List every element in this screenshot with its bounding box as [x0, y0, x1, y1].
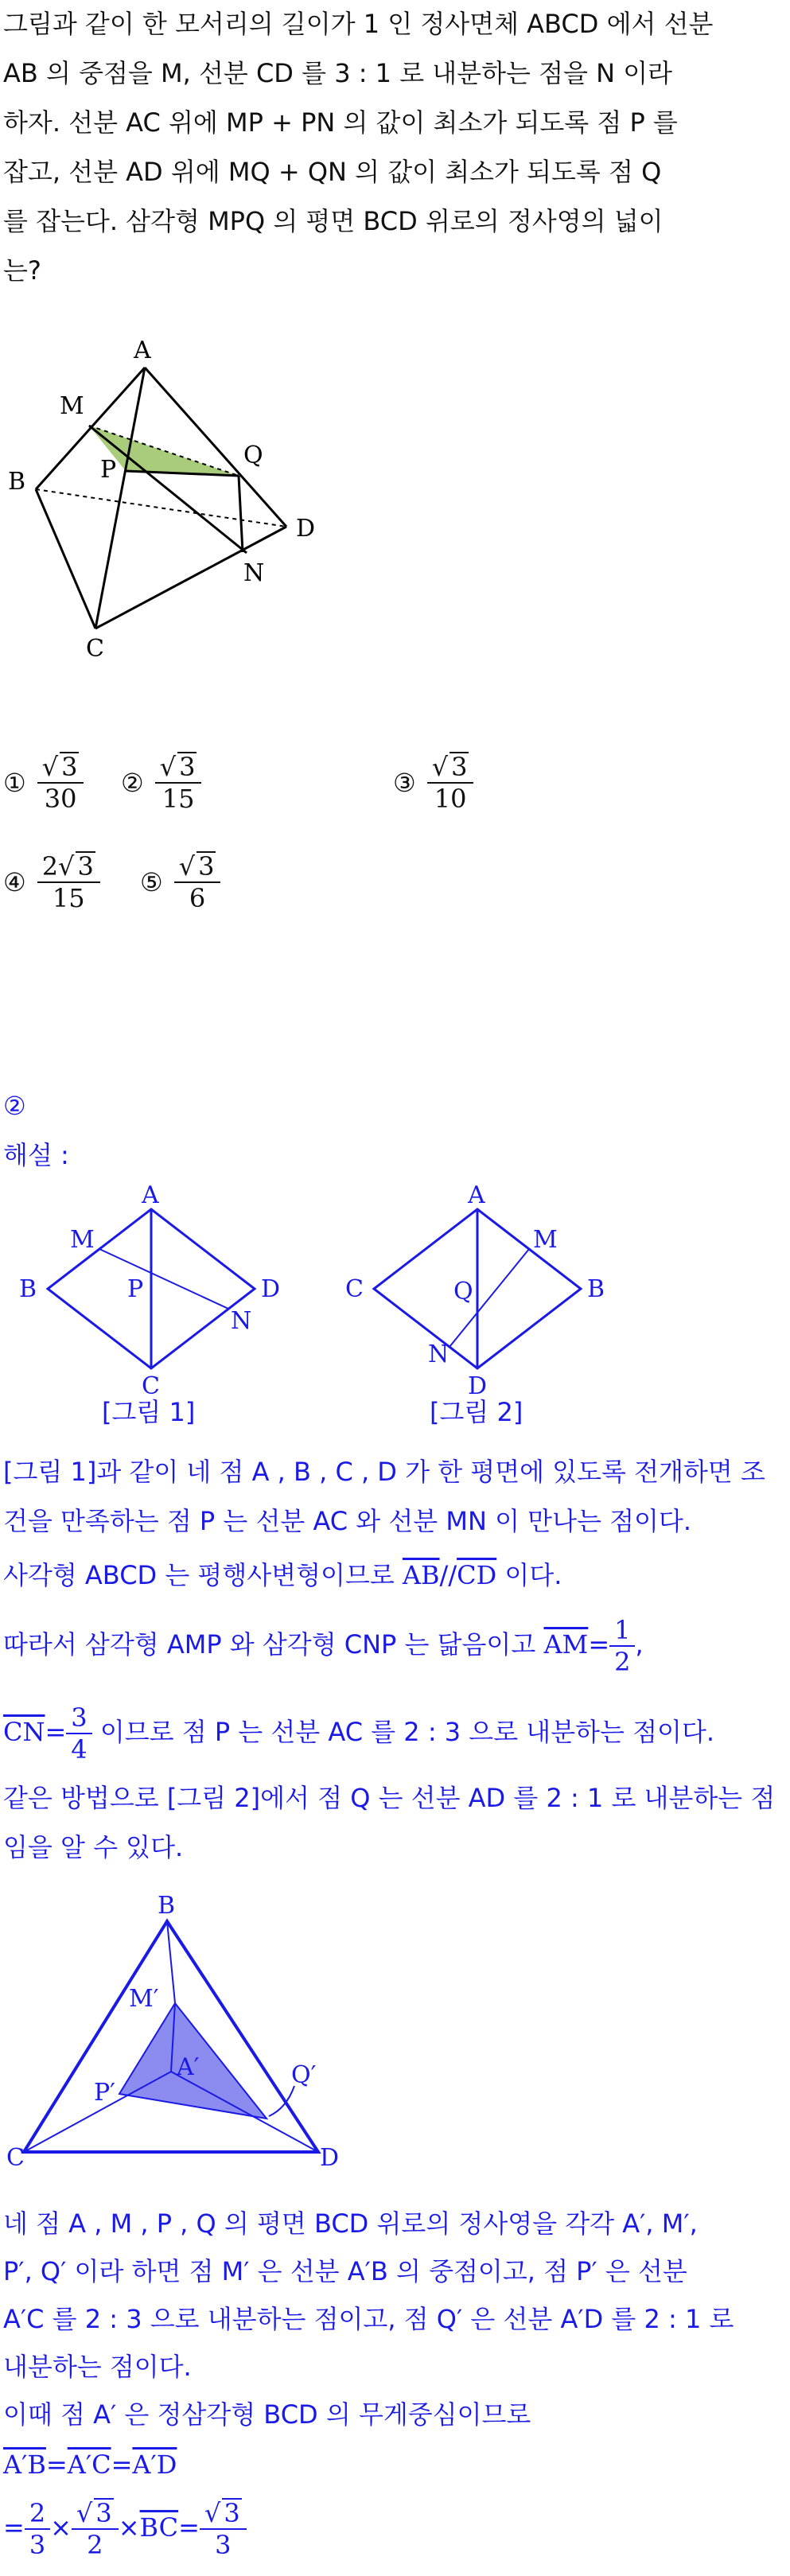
choice-2[interactable] — [121, 752, 201, 814]
sol-line-12: 이때 점 A′ 은 정삼각형 BCD 의 무게중심이므로 — [3, 2399, 531, 2430]
proj-label-m: M′ — [129, 1985, 159, 2013]
sol-line-11: 내분하는 점이다. — [3, 2352, 192, 2382]
edge-ac — [95, 368, 145, 628]
net1-label-n: N — [231, 1307, 252, 1335]
label-m: M — [60, 392, 84, 420]
net2-label-c: C — [345, 1275, 364, 1303]
choice-2-fraction: $\frac{√ 3}{15}$ — [155, 752, 202, 814]
tetrahedron-figure — [0, 318, 366, 668]
sol-line-7: 임을 알 수 있다. — [3, 1832, 184, 1862]
net1-label-d: D — [261, 1275, 281, 1303]
net2-caption: [그림 2] — [430, 1397, 523, 1427]
label-q: Q — [243, 442, 263, 469]
sol-line-1: [그림 1]과 같이 네 점 A , B , C , D 가 한 평면에 있도록 전개하면 조 — [3, 1457, 765, 1487]
net1-label-p: P — [127, 1275, 144, 1303]
net1-label-a: A — [142, 1185, 159, 1209]
sol-line-3: 사각형 ABCD 는 평행사변형이므로 $\overline{AB}//\overline{CD}$ 이다. — [3, 1560, 562, 1590]
edge-ad — [145, 368, 286, 527]
net1-label-c: C — [142, 1372, 160, 1400]
choice-1-marker: ① — [3, 768, 26, 798]
sol-line-4: 따라서 삼각형 AMP 와 삼각형 CNP 는 닮음이고 $\overline{AM}=$ $\frac{1}{2}$ , — [3, 1615, 644, 1677]
label-a: A — [134, 337, 151, 364]
choice-3-marker: ③ — [393, 768, 416, 798]
choice-1-fraction: $\frac{√ 3}{30}$ — [37, 752, 84, 814]
proj-label-b: B — [158, 1892, 176, 1920]
projection-figure — [0, 1878, 366, 2196]
solution-label: 해설 : — [3, 1140, 69, 1170]
choice-4-marker: ④ — [3, 867, 26, 897]
choice-5[interactable] — [140, 851, 220, 913]
label-c: C — [86, 635, 104, 663]
choice-3-fraction: $\frac{√ 3}{10}$ — [427, 752, 474, 814]
sol-line-8: 네 점 A , M , P , Q 의 평면 BCD 위로의 정사영을 각각 A′, M′, — [3, 2208, 698, 2239]
choice-2-marker: ② — [121, 768, 144, 798]
label-b: B — [8, 468, 26, 496]
label-p: P — [100, 456, 117, 484]
proj-label-c: C — [6, 2144, 25, 2172]
answer: ② — [3, 1091, 26, 1121]
sol-line-5: $\overline{CN}=$ $\frac{3}{4}$ 이므로 점 P 는 선분 AC 를 2 : 3 으로 내분하는 점이다. — [3, 1702, 715, 1765]
proj-label-d: D — [320, 2144, 340, 2172]
net1-label-m: M — [70, 1226, 95, 1254]
choice-1[interactable] — [3, 752, 84, 814]
net2-label-m: M — [533, 1226, 558, 1254]
problem-line-5: 를 잡는다. 삼각형 MPQ 의 평면 BCD 위로의 정사영의 넓이 — [3, 206, 664, 236]
problem-line-2: AB 의 중점을 M, 선분 CD 를 3 : 1 로 내분하는 점을 N 이라 — [3, 58, 673, 88]
choice-4[interactable] — [3, 851, 100, 913]
edge-bd-hidden — [36, 489, 286, 527]
problem-line-1: 그림과 같이 한 모서리의 길이가 1 인 정사면체 ABCD 에서 선분 — [3, 9, 714, 39]
problem-line-6: 는? — [3, 255, 41, 286]
net2-label-b: B — [587, 1275, 605, 1303]
sol-line-10: A′C 를 2 : 3 으로 내분하는 점이고, 점 Q′ 은 선분 A′D 를 2 : 1 로 — [3, 2304, 734, 2334]
net1-caption: [그림 1] — [102, 1397, 196, 1427]
sol-line-2: 건을 만족하는 점 P 는 선분 AC 와 선분 MN 이 만나는 점이다. — [3, 1506, 691, 1536]
sol-line-6: 같은 방법으로 [그림 2]에서 점 Q 는 선분 AD 를 2 : 1 로 내분하는 점 — [3, 1783, 776, 1813]
proj-label-a: A′ — [177, 2053, 200, 2081]
problem-line-3: 하자. 선분 AC 위에 MP + PN 의 값이 최소가 되도록 점 P 를 — [3, 107, 678, 138]
net2-label-d: D — [468, 1372, 488, 1400]
edge-bc — [36, 489, 95, 628]
sol-line-14: = $\frac{2}{3}$ × $\frac{√ 3}{2}$ $\times\overline{BC}=$ $\frac{√ 3}{3}$ — [3, 2498, 247, 2560]
problem-line-4: 잡고, 선분 AD 위에 MQ + QN 의 값이 최소가 되도록 점 Q — [3, 157, 662, 187]
choice-5-fraction: $\frac{√ 3}{6}$ — [174, 851, 221, 913]
sol-line-13: A′B=A′C=A′D — [3, 2450, 177, 2480]
net2-label-n: N — [428, 1341, 449, 1368]
choice-5-marker: ⑤ — [140, 867, 163, 897]
proj-label-q: Q′ — [291, 2061, 317, 2089]
label-n: N — [243, 559, 265, 587]
choice-3[interactable] — [393, 752, 473, 814]
net1-segment-mn — [99, 1249, 228, 1309]
proj-label-p: P′ — [94, 2079, 115, 2107]
net2-label-q: Q — [453, 1278, 473, 1306]
net1-label-b: B — [19, 1275, 37, 1303]
label-d: D — [296, 515, 316, 543]
sol-line-9: P′, Q′ 이라 하면 점 M′ 은 선분 A′B 의 중점이고, 점 P′ 은 선분 — [3, 2256, 687, 2286]
segment-qn — [239, 476, 243, 552]
choice-4-fraction: $\frac{2√ 3}{15}$ — [37, 851, 100, 913]
net2-label-a: A — [468, 1185, 485, 1209]
